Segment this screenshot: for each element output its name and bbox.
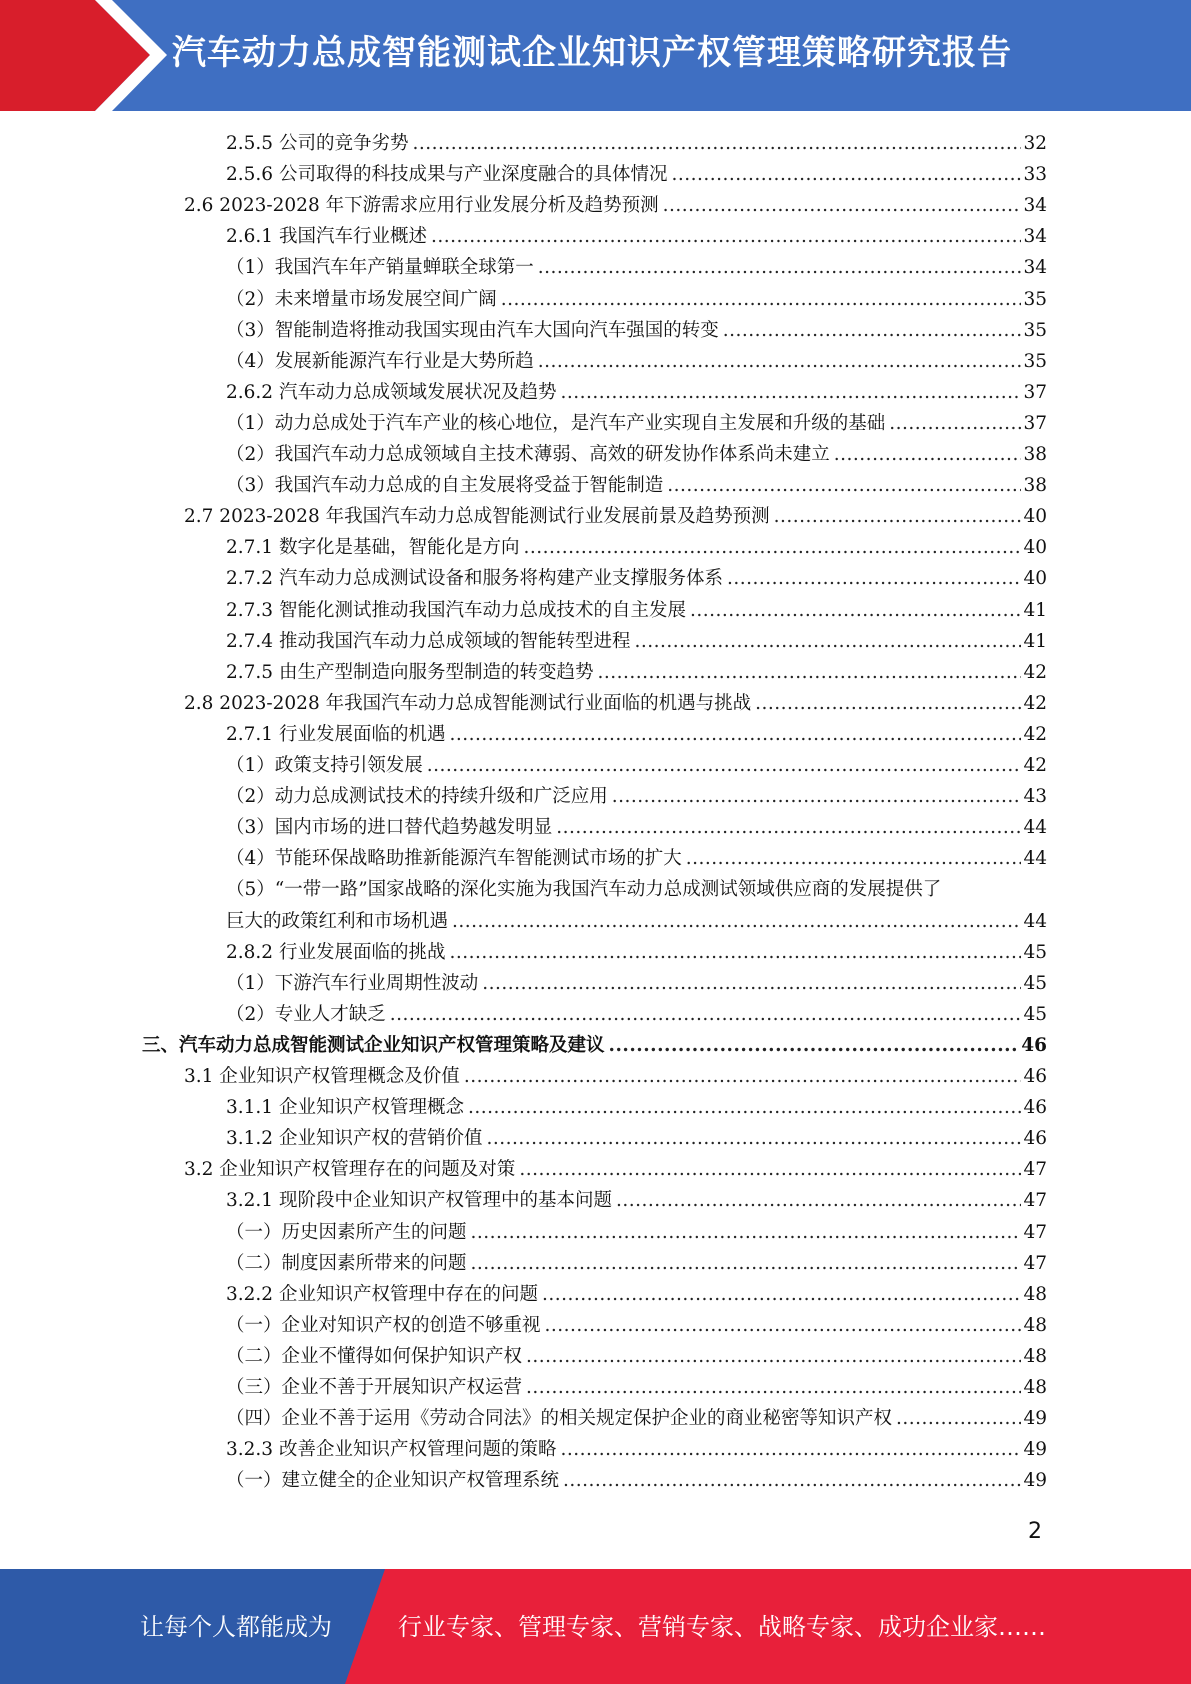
toc-entry[interactable]: [184, 688, 1047, 719]
toc-entry[interactable]: [226, 408, 1047, 439]
toc-entry-title: （2）我国汽车动力总成领域自主技术薄弱、高效的研发协作体系尚未建立: [226, 444, 830, 465]
toc-leader-dots: [526, 1372, 1021, 1403]
toc-entry[interactable]: [226, 1092, 1047, 1123]
toc-entry-title: （1）政策支持引领发展: [226, 755, 423, 776]
toc-entry-page: 35: [1023, 288, 1047, 310]
toc-entry[interactable]: [226, 937, 1047, 968]
toc-entry-title: 2.8.2 行业发展面临的挑战: [226, 941, 446, 963]
toc-entry-title: （一）历史因素所产生的问题: [226, 1221, 467, 1243]
toc-leader-dots: [723, 315, 1022, 346]
toc-entry[interactable]: [226, 1248, 1047, 1279]
toc-entry-title: （3）智能制造将推动我国实现由汽车大国向汽车强国的转变: [226, 319, 719, 341]
toc-entry-wrapped-line2[interactable]: [226, 906, 1047, 937]
toc-entry-page: 45: [1023, 1003, 1047, 1025]
toc-entry-title: 2.7.1 行业发展面临的机遇: [226, 723, 446, 745]
footer-slogan-right: 行业专家、管理专家、营销专家、战略专家、成功企业家……: [398, 1613, 1046, 1641]
toc-entry-page: 49: [1023, 1408, 1047, 1430]
toc-leader-dots: [449, 719, 1021, 750]
toc-entry-title: 2.6.1 我国汽车行业概述: [226, 226, 427, 248]
toc-entry-title: 2.7.2 汽车动力总成测试设备和服务将构建产业支撑服务体系: [226, 568, 723, 590]
toc-leader-dots: [542, 1279, 1021, 1310]
toc-leader-dots: [556, 812, 1021, 843]
toc-entry[interactable]: [226, 159, 1047, 190]
toc-entry[interactable]: [226, 1372, 1047, 1403]
toc-leader-dots: [538, 252, 1022, 283]
toc-leader-dots: [896, 1403, 1021, 1434]
toc-entry-page: 37: [1023, 412, 1047, 434]
toc-entry-page: 49: [1023, 1439, 1047, 1461]
toc-entry-page: 35: [1023, 350, 1047, 372]
toc-entry-title: 3.1 企业知识产权管理概念及价值: [184, 1066, 460, 1087]
toc-entry-page: 44: [1023, 910, 1047, 932]
toc-entry-page: 46: [1023, 1097, 1047, 1119]
toc-entry-title: 2.7.1 数字化是基础，智能化是方向: [226, 537, 520, 559]
toc-leader-dots: [519, 1154, 1021, 1185]
toc-entry-title: 2.6.2 汽车动力总成领域发展状况及趋势: [226, 381, 557, 403]
toc-entry[interactable]: [226, 968, 1047, 999]
toc-entry-title: 2.5.5 公司的竞争劣势: [226, 133, 409, 154]
toc-entry-page: 48: [1023, 1377, 1047, 1398]
toc-entry-page: 38: [1023, 475, 1047, 497]
toc-leader-dots: [526, 1341, 1021, 1372]
toc-entry[interactable]: [226, 1403, 1047, 1434]
toc-entry[interactable]: [226, 563, 1047, 594]
toc-entry-title: 巨大的政策红利和市场机遇: [226, 910, 449, 932]
toc-leader-dots: [523, 532, 1021, 563]
toc-entry-title: 2.7.5 由生产型制造向服务型制造的转变趋势: [226, 661, 594, 683]
toc-entry[interactable]: [226, 812, 1047, 843]
toc-entry-page: 45: [1023, 972, 1047, 994]
toc-leader-dots: [486, 1123, 1021, 1154]
toc-leader-dots: [482, 968, 1021, 999]
toc-leader-dots: [755, 688, 1021, 719]
toc-entry-page: 34: [1023, 195, 1047, 217]
toc-entry-title: （二）企业不懂得如何保护知识产权: [226, 1345, 523, 1367]
toc-leader-dots: [663, 190, 1022, 221]
footer-slogan-left: 让每个人都能成为: [140, 1613, 332, 1641]
footer-banner: [0, 1569, 1191, 1684]
toc-entry-title: 2.7 2023-2028 年我国汽车动力总成智能测试行业发展前景及趋势预测: [184, 506, 770, 528]
toc-entry-title: 2.7.4 推动我国汽车动力总成领域的智能转型进程: [226, 630, 631, 652]
toc-entry-page: 45: [1023, 941, 1047, 963]
toc-entry-page: 34: [1023, 257, 1047, 279]
toc-leader-dots: [390, 999, 1022, 1030]
toc-entry-page: 46: [1023, 1066, 1047, 1087]
toc-leader-dots: [774, 501, 1022, 532]
toc-entry[interactable]: [184, 1061, 1047, 1092]
toc-leader-dots: [501, 284, 1022, 315]
toc-leader-dots: [563, 1465, 1021, 1496]
toc-entry[interactable]: [226, 1434, 1047, 1465]
toc-entry-page: 33: [1023, 164, 1047, 186]
toc-leader-dots: [471, 1217, 1022, 1248]
toc-leader-dots: [889, 408, 1021, 439]
toc-entry[interactable]: [142, 1030, 1047, 1061]
toc-entry-title: 2.7.3 智能化测试推动我国汽车动力总成技术的自主发展: [226, 599, 686, 621]
toc-entry-page: 41: [1023, 599, 1047, 621]
toc-entry-page: 40: [1023, 537, 1047, 559]
toc-entry[interactable]: [226, 843, 1047, 874]
toc-entry-title: （1）下游汽车行业周期性波动: [226, 972, 479, 994]
toc-entry[interactable]: [226, 315, 1047, 346]
toc-entry[interactable]: [226, 595, 1047, 626]
toc-entry-page: 40: [1023, 568, 1047, 590]
toc-entry-page: 41: [1023, 630, 1047, 652]
toc-leader-dots: [690, 595, 1021, 626]
toc-entry-title: （3）我国汽车动力总成的自主发展将受益于智能制造: [226, 475, 664, 497]
toc-leader-dots: [468, 1092, 1021, 1123]
toc-entry[interactable]: [226, 284, 1047, 315]
toc-entry[interactable]: [184, 1154, 1047, 1185]
toc-entry-title: 2.8 2023-2028 年我国汽车动力总成智能测试行业面临的机遇与挑战: [184, 692, 752, 714]
toc-leader-dots: [464, 1061, 1022, 1092]
toc-leader-dots: [545, 1310, 1022, 1341]
toc-entry-title: （一）企业对知识产权的创造不够重视: [226, 1314, 541, 1336]
toc-entry-title: 3.2.1 现阶段中企业知识产权管理中的基本问题: [226, 1190, 612, 1212]
toc-leader-dots: [538, 346, 1022, 377]
toc-entry-title: （3）国内市场的进口替代趋势越发明显: [226, 817, 553, 839]
toc-entry-title: 3.2 企业知识产权管理存在的问题及对策: [184, 1159, 516, 1181]
toc-entry-title: （一）建立健全的企业知识产权管理系统: [226, 1470, 560, 1492]
toc-entry-page: 42: [1023, 755, 1047, 776]
toc-entry-page: 47: [1023, 1252, 1047, 1274]
toc-leader-dots: [427, 750, 1022, 781]
toc-leader-dots: [686, 843, 1022, 874]
toc-entry[interactable]: [226, 999, 1047, 1030]
toc-entry-title: 三、汽车动力总成智能测试企业知识产权管理策略及建议: [142, 1034, 605, 1056]
toc-entry-page: 38: [1023, 444, 1047, 465]
toc-entry[interactable]: [226, 781, 1047, 812]
toc-entry-title: （1）动力总成处于汽车产业的核心地位，是汽车产业实现自主发展和升级的基础: [226, 412, 886, 434]
toc-entry-page: 32: [1023, 133, 1047, 154]
toc-entry-page: 46: [1021, 1034, 1047, 1056]
toc-entry[interactable]: [226, 657, 1047, 688]
toc-entry[interactable]: [226, 532, 1047, 563]
toc-entry-page: 48: [1023, 1345, 1047, 1367]
toc-entry-page: 48: [1023, 1314, 1047, 1336]
toc-entry[interactable]: [226, 470, 1047, 501]
toc-entry-page: 42: [1023, 692, 1047, 714]
toc-leader-dots: [671, 159, 1021, 190]
toc-entry-wrapped-line1[interactable]: （5）“一带一路”国家战略的深化实施为我国汽车动力总成测试领域供应商的发展提供了: [226, 879, 942, 901]
toc-entry[interactable]: [226, 1279, 1047, 1310]
toc-leader-dots: [431, 221, 1021, 252]
toc-leader-dots: [609, 1030, 1020, 1061]
toc-entry-page: 40: [1023, 506, 1047, 528]
toc-entry-page: 42: [1023, 661, 1047, 683]
toc-entry-title: （4）节能环保战略助推新能源汽车智能测试市场的扩大: [226, 848, 682, 870]
toc-entry-page: 44: [1023, 848, 1047, 870]
toc-entry[interactable]: [226, 719, 1047, 750]
toc-leader-dots: [612, 781, 1022, 812]
toc-entry-title: 2.5.6 公司取得的科技成果与产业深度融合的具体情况: [226, 164, 668, 186]
toc-entry[interactable]: [226, 346, 1047, 377]
toc-entry[interactable]: [226, 1465, 1047, 1496]
toc-entry[interactable]: [226, 377, 1047, 408]
toc-entry-title: （2）动力总成测试技术的持续升级和广泛应用: [226, 786, 608, 808]
toc-entry[interactable]: [226, 439, 1047, 470]
toc-entry[interactable]: [226, 1217, 1047, 1248]
toc-entry-title: （四）企业不善于运用《劳动合同法》的相关规定保护企业的商业秘密等知识产权: [226, 1408, 893, 1430]
toc-entry-title: 3.2.2 企业知识产权管理中存在的问题: [226, 1283, 538, 1305]
toc-entry-title: 3.1.2 企业知识产权的营销价值: [226, 1128, 483, 1150]
header-title: 汽车动力总成智能测试企业知识产权管理策略研究报告: [172, 33, 1012, 73]
toc-entry[interactable]: [226, 626, 1047, 657]
toc-entry-page: 42: [1023, 723, 1047, 745]
toc-entry[interactable]: [226, 252, 1047, 283]
toc-entry-page: 47: [1023, 1159, 1047, 1181]
toc-leader-dots: [616, 1185, 1021, 1216]
toc-leader-dots: [452, 906, 1021, 937]
toc-leader-dots: [560, 1434, 1021, 1465]
toc-entry-page: 37: [1023, 381, 1047, 403]
toc-entry-page: 34: [1023, 226, 1047, 248]
toc-entry[interactable]: [226, 1310, 1047, 1341]
page-number: 2: [1028, 1519, 1042, 1544]
toc-entry-title: （2）专业人才缺乏: [226, 1003, 386, 1025]
toc-leader-dots: [560, 377, 1021, 408]
toc-entry-title: 3.2.3 改善企业知识产权管理问题的策略: [226, 1439, 557, 1461]
toc-entry-title: （4）发展新能源汽车行业是大势所趋: [226, 350, 534, 372]
toc-entry-page: 43: [1023, 786, 1047, 808]
toc-leader-dots: [449, 937, 1021, 968]
toc-entry[interactable]: [226, 1341, 1047, 1372]
toc-entry-page: 47: [1023, 1190, 1047, 1212]
toc-entry-title: （二）制度因素所带来的问题: [226, 1252, 467, 1274]
toc-leader-dots: [834, 439, 1022, 470]
toc-entry[interactable]: [226, 1123, 1047, 1154]
toc-leader-dots: [597, 657, 1021, 688]
toc-entry-page: 46: [1023, 1128, 1047, 1150]
toc-entry[interactable]: [184, 501, 1047, 532]
toc-leader-dots: [471, 1248, 1022, 1279]
toc-entry-title: （1）我国汽车年产销量蝉联全球第一: [226, 257, 534, 279]
toc-entry-title: 3.1.1 企业知识产权管理概念: [226, 1097, 464, 1119]
toc-entry-page: 47: [1023, 1221, 1047, 1243]
toc-entry-page: 49: [1023, 1470, 1047, 1492]
toc-entry-page: 48: [1023, 1283, 1047, 1305]
toc-entry-page: 35: [1023, 319, 1047, 341]
toc-entry-title: （三）企业不善于开展知识产权运营: [226, 1377, 523, 1398]
toc-entry[interactable]: [226, 128, 1047, 159]
toc-leader-dots: [412, 128, 1021, 159]
toc-leader-dots: [634, 626, 1021, 657]
toc-entry[interactable]: [226, 221, 1047, 252]
header-banner: [0, 0, 1191, 111]
toc-entry[interactable]: [184, 190, 1047, 221]
toc-entry[interactable]: [226, 1185, 1047, 1216]
toc-entry[interactable]: [226, 750, 1047, 781]
toc-leader-dots: [727, 563, 1021, 594]
toc-entry-title: 2.6 2023-2028 年下游需求应用行业发展分析及趋势预测: [184, 195, 659, 217]
toc-entry-title: （2）未来增量市场发展空间广阔: [226, 288, 497, 310]
toc-entry-page: 44: [1023, 817, 1047, 839]
toc-leader-dots: [667, 470, 1021, 501]
